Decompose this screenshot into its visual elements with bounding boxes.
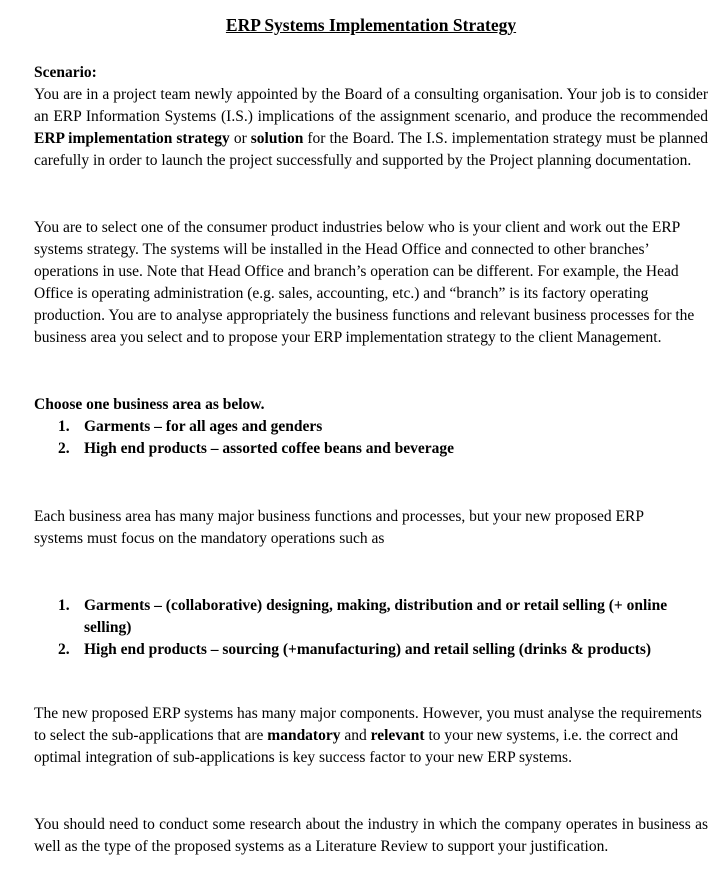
list-number: 1.	[58, 418, 70, 435]
choose-business-area-section	[34, 394, 708, 460]
components-bold-mandatory: mandatory	[267, 727, 341, 744]
scenario-text-1: You are in a project team newly appointed by the Board of a consulting organisation. Your job is to consider an ERP Information Systems (I.S.) implications of the assignment scenario, and produce the recommended	[34, 86, 708, 125]
list-item-text: High end products – sourcing (+manufacturing) and retail selling (drinks & products)	[84, 641, 652, 658]
business-functions-paragraph: Each business area has many major business functions and processes, but your new proposed ERP systems must focus on the mandatory operations such as	[34, 508, 644, 547]
scenario-bold-solution: solution	[250, 130, 304, 147]
document-title: ERP Systems Implementation Strategy	[225, 15, 517, 35]
list-item-text: Garments – for all ages and genders	[84, 418, 323, 435]
mandatory-operations-list	[34, 595, 708, 661]
client-selection-paragraph: You are to select one of the consumer product industries below who is your client and work out the ERP systems strategy. The systems will be installed in the Head Office and connected to other branches’ operations in use. Note that Head Office and branch’s operation can be different. For example, the Head Office is operating administration (e.g. sales, accounting, etc.) and “branch” is its factory operating production. You are to analyse appropriately the business functions and relevant business processes for the business area you select and to propose your ERP implementation strategy to the client Management.	[34, 219, 695, 346]
scenario-text-2: or	[229, 130, 251, 147]
business-area-item	[34, 438, 708, 460]
list-item-text: High end products – assorted coffee beans and beverage	[84, 440, 454, 457]
mandatory-operation-item	[34, 595, 708, 639]
list-number: 1.	[58, 597, 70, 614]
list-number: 2.	[58, 641, 70, 658]
mandatory-operation-item	[34, 639, 708, 661]
scenario-bold-strategy: ERP implementation strategy	[34, 130, 230, 147]
components-text-3: to your new systems, i.e. the correct and optimal integration of sub-applications is key success factor to your new ERP systems.	[34, 727, 679, 766]
choose-heading: Choose one business area as below.	[34, 396, 265, 413]
scenario-paragraph	[34, 62, 708, 172]
components-bold-relevant: relevant	[370, 727, 425, 744]
business-area-item	[34, 416, 708, 438]
components-text-2: and	[340, 727, 371, 744]
business-area-list	[34, 416, 708, 460]
scenario-text-3: for the Board. The I.S. implementation strategy must be planned carefully in order to launch the project successfully and supported by the Project planning documentation.	[34, 130, 708, 169]
scenario-heading: Scenario:	[34, 64, 97, 81]
components-paragraph	[34, 703, 708, 769]
components-text-1: The new proposed ERP systems has many major components. However, you must analyse the requirements to select the sub-applications that are	[34, 705, 702, 744]
list-number: 2.	[58, 440, 70, 457]
research-paragraph: You should need to conduct some research about the industry in which the company operates in business as well as the type of the proposed systems as a Literature Review to support your justification.	[34, 816, 708, 855]
list-item-text: Garments – (collaborative) designing, making, distribution and or retail selling (+ online selling)	[84, 597, 668, 636]
